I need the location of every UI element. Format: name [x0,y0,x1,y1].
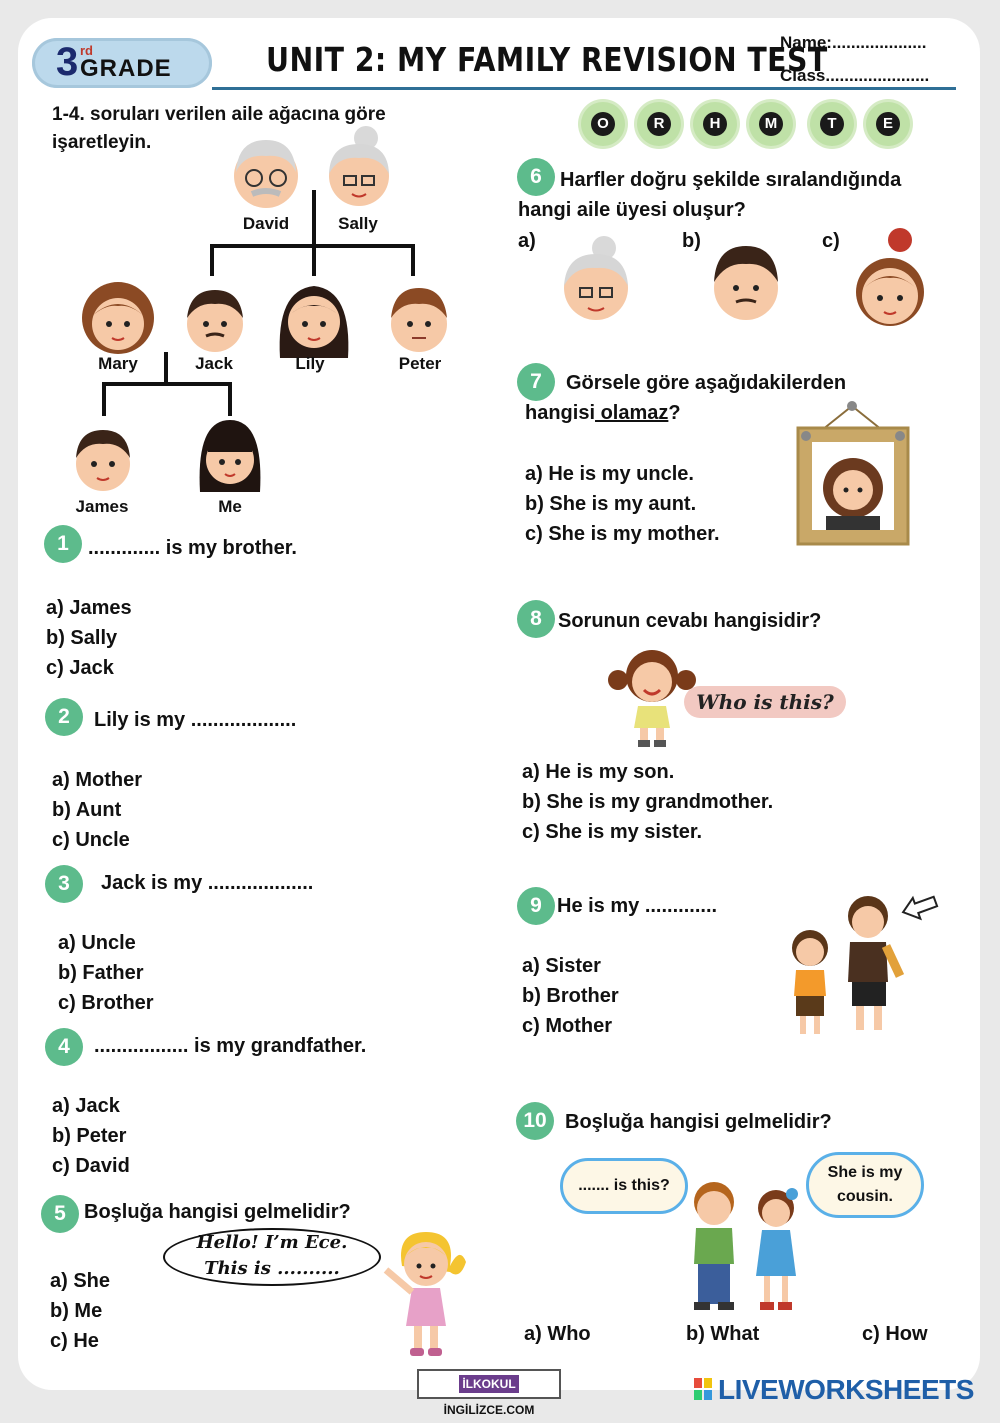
answer-option[interactable]: a) Sister [522,955,601,977]
page-title: UNIT 2: MY FAMILY REVISION TEST [266,40,828,79]
answer-option[interactable]: c) She is my sister. [522,821,703,843]
speech-cloud-left [560,1158,688,1214]
letter: M [759,112,783,136]
name-david: David [242,214,290,233]
jack-face-icon [180,282,250,354]
question-number-badge: 4 [45,1028,83,1066]
answer-option[interactable]: c) David [52,1155,130,1177]
question-text-part: ? [668,402,681,424]
letter-circle [693,102,737,146]
girl-laughing-icon [604,636,700,748]
question-text: ............. is my brother. [88,537,297,559]
question-text: Boşluğa hangisi gelmelidir? [84,1201,351,1223]
question-text: Sorunun cevabı hangisidir? [558,610,822,632]
tree-line [102,382,232,386]
answer-option[interactable]: a) Mother [52,769,142,791]
footer-logo [417,1369,561,1417]
question-number-badge: 10 [516,1102,554,1140]
answer-option[interactable]: c) Brother [58,992,154,1014]
footer-logo-part: İNGİLİZCE.COM [443,1403,535,1417]
question-text: Boşluğa hangisi gelmelidir? [565,1111,832,1133]
answer-option[interactable]: c) Jack [46,657,114,679]
liveworksheets-brand[interactable]: LIVEWORKSHEETS [718,1374,974,1405]
question-number-badge: 8 [517,600,555,638]
answer-option[interactable]: b) [682,230,701,252]
answer-option[interactable]: b) She is my grandmother. [522,791,774,813]
lily-face-icon [276,280,352,360]
letter: O [591,112,615,136]
mary-face-icon [78,282,158,354]
answer-option[interactable]: b) What [686,1323,760,1345]
name-james: James [75,497,129,516]
answer-option[interactable]: a) Jack [52,1095,120,1117]
question-number-badge: 5 [41,1195,79,1233]
answer-option[interactable]: c) Mother [522,1015,612,1037]
letter: H [703,112,727,136]
class-field[interactable]: Class...................... [780,66,930,85]
james-face-icon [70,424,136,496]
speech-cloud-right [806,1152,924,1218]
speech-bubble-line: Hello! I’m Ece. [196,1232,348,1253]
answer-option[interactable]: a) He is my son. [522,761,675,783]
name-field[interactable]: Name:.................... [780,33,927,52]
speech-bubble-line: This is .......... [204,1258,340,1279]
peter-face-icon [384,280,454,356]
question-text-part: hangisi [525,402,596,424]
underlined-word: olamaz [595,402,669,424]
question-text: He is my ............. [557,895,718,917]
speech-bubble [163,1228,381,1286]
footer-logo-part: İLKOKUL [459,1375,518,1393]
siblings-icon [780,890,940,1040]
name-sally: Sally [338,214,378,233]
tree-line [210,244,415,248]
name-jack: Jack [195,354,233,373]
answer-option[interactable]: b) Aunt [52,799,122,821]
question-number-badge: 2 [45,698,83,736]
question-number-badge: 3 [45,865,83,903]
question-number-badge: 1 [44,525,82,563]
answer-option[interactable]: a) Uncle [58,932,136,954]
letter-circle [637,102,681,146]
question-text: Lily is my ................... [94,709,297,731]
grandmother-face-icon [322,124,396,214]
answer-option[interactable]: b) Me [50,1300,103,1322]
question-text: Görsele göre aşağıdakilerden [566,372,847,394]
answer-option[interactable]: a) James [46,597,132,619]
answer-option[interactable]: c) [822,230,840,252]
question-text: Jack is my ................... [101,872,314,894]
name-mary: Mary [98,354,138,373]
answer-option[interactable]: c) Uncle [52,829,130,851]
question-number-badge: 7 [517,363,555,401]
answer-option[interactable]: b) Brother [522,985,619,1007]
question-text: ................. is my grandfather. [94,1035,367,1057]
grade-suffix: rd [80,43,93,58]
grade-label: GRADE [80,55,172,82]
answer-option[interactable]: a) Who [524,1323,591,1345]
answer-option[interactable]: c) She is my mother. [525,523,720,545]
answer-option[interactable]: b) She is my aunt. [525,493,697,515]
title-underline [212,87,956,90]
speech-cloud-text: She is my [827,1164,903,1181]
tree-line [210,244,214,276]
speech-bubble: Who is this? [684,686,846,718]
tree-line [312,190,316,276]
picture-frame-icon [792,398,914,548]
answer-option[interactable]: a) She [50,1270,111,1292]
name-peter: Peter [398,354,442,373]
name-me: Me [218,497,242,516]
letter-circle [866,102,910,146]
letter: T [820,112,844,136]
grandmother-face-icon [558,234,634,326]
speech-cloud-text: cousin. [836,1188,893,1205]
liveworksheets-logo-icon [694,1378,712,1400]
grade-number: 3 [56,40,79,84]
answer-option[interactable]: a) He is my uncle. [525,463,694,485]
letter: R [647,112,671,136]
question-number-badge: 9 [517,887,555,925]
speech-cloud-text: ....... is this? [578,1177,670,1194]
father-face-icon [708,240,784,326]
letter: E [876,112,900,136]
question-text: hangi aile üyesi oluşur? [518,199,746,221]
tree-line [411,244,415,276]
answer-option[interactable]: b) Peter [52,1125,127,1147]
me-face-icon [196,416,264,494]
answer-option[interactable]: c) How [862,1323,928,1345]
answer-option[interactable]: a) [518,230,536,252]
letter-circle [749,102,793,146]
tree-line [228,382,232,416]
question-text [525,402,681,425]
name-lily: Lily [295,354,325,373]
answer-option[interactable]: b) Father [58,962,144,984]
cousins-icon [680,1180,810,1316]
letter-circle [810,102,854,146]
tree-line [102,382,106,416]
answer-option[interactable]: c) He [50,1330,99,1352]
question-number-badge: 6 [517,158,555,196]
girl-waving-icon [376,1226,468,1358]
instruction-text: 1-4. soruları verilen aile ağacına göre işaretleyin. [52,104,386,153]
tree-line [164,352,168,384]
letter-circle [581,102,625,146]
answer-option[interactable]: b) Sally [46,627,118,649]
mother-face-icon [852,226,928,332]
question-text: Harfler doğru şekilde sıralandığında [560,169,902,191]
grandfather-face-icon [226,132,306,214]
